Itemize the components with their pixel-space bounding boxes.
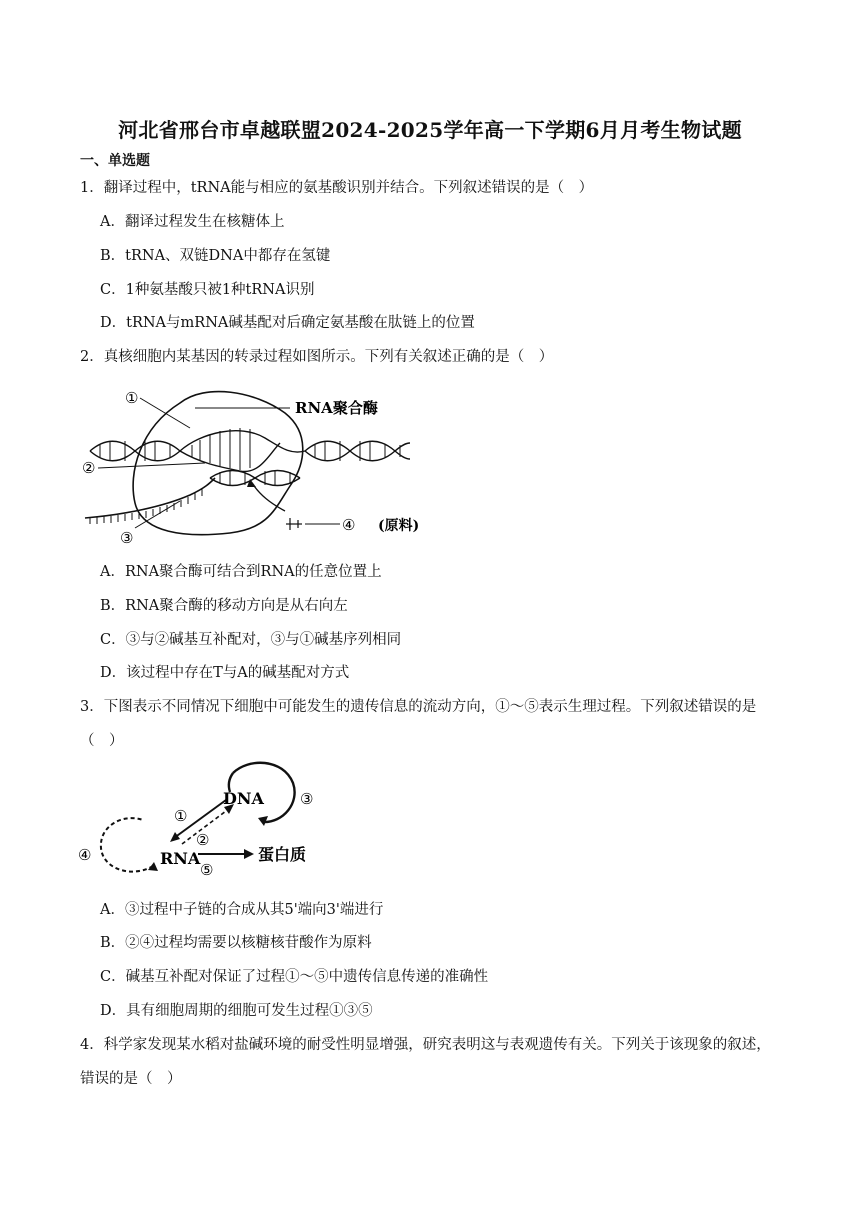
question-1-option-c: C．1种氨基酸只被1种tRNA识别 [100, 282, 315, 298]
label-2-leader [98, 463, 205, 468]
transcription-diagram [80, 383, 450, 548]
label-3-leader [135, 501, 180, 528]
label-1: ① [125, 389, 139, 407]
question-3-stem-line2: （ ） [80, 733, 124, 749]
rna-polymerase-label: RNA聚合酶 [295, 399, 378, 417]
dna-label: DNA [223, 789, 264, 808]
process-5-label: ⑤ [200, 861, 214, 879]
label-4: ④ [342, 516, 356, 534]
question-1-option-b: B．tRNA、双链DNA中都存在氢键 [100, 248, 331, 264]
question-4-stem-line2: 错误的是（ ） [80, 1071, 182, 1087]
rna-label: RNA [160, 849, 201, 868]
question-3-stem-line1: 3．下图表示不同情况下细胞中可能发生的遗传信息的流动方向，①～⑤表示生理过程。下列叙述错误的是 [80, 699, 757, 715]
label-2: ② [82, 459, 96, 477]
process-3-label: ③ [300, 790, 314, 808]
rna-replication-loop [101, 818, 153, 871]
question-4-stem-line1: 4．科学家发现某水稻对盐碱环境的耐受性明显增强，研究表明这与表观遗传有关。下列关于该现象的叙述， [80, 1037, 771, 1053]
dna-lower-helix-b [210, 471, 300, 486]
rna-bases [90, 489, 202, 524]
nucleotide-icon [286, 518, 302, 530]
process-4-label: ④ [78, 846, 92, 864]
rna-polymerase-outline [133, 392, 303, 535]
rna-replication-arrowhead [148, 862, 158, 871]
question-2-option-a: A．RNA聚合酶可结合到RNA的任意位置上 [100, 564, 382, 580]
central-dogma-diagram [78, 758, 328, 888]
question-2-option-d: D．该过程中存在T与A的碱基配对方式 [100, 665, 350, 681]
question-2-option-c: C．③与②碱基互补配对，③与①碱基序列相同 [100, 632, 402, 648]
protein-label: 蛋白质 [258, 845, 307, 864]
material-label: (原料) [378, 518, 420, 534]
process-2-label: ② [196, 831, 210, 849]
question-1-option-a: A．翻译过程发生在核糖体上 [100, 214, 285, 230]
question-1-option-d: D．tRNA与mRNA碱基配对后确定氨基酸在肽链上的位置 [100, 315, 475, 331]
section-heading: 一、单选题 [80, 153, 150, 169]
question-3-option-c: C．碱基互补配对保证了过程①～⑤中遗传信息传递的准确性 [100, 969, 489, 985]
dna-coding-strand [180, 431, 305, 452]
question-3-option-b: B．②④过程均需要以核糖核苷酸作为原料 [100, 935, 372, 951]
question-2-stem: 2．真核细胞内某基因的转录过程如图所示。下列有关叙述正确的是（ ） [80, 349, 554, 365]
page-title: 河北省邢台市卓越联盟2024-2025学年高一下学期6月月考生物试题 [118, 118, 742, 142]
label-1-leader [140, 398, 190, 428]
dna-strand-left-b [90, 441, 180, 461]
question-2-option-b: B．RNA聚合酶的移动方向是从右向左 [100, 598, 348, 614]
question-3-option-a: A．③过程中子链的合成从其5'端向3'端进行 [100, 902, 384, 918]
question-3-option-d: D．具有细胞周期的细胞可发生过程①③⑤ [100, 1003, 373, 1019]
process-1-label: ① [174, 807, 188, 825]
dna-strand-right-b [305, 441, 410, 461]
label-3: ③ [120, 529, 134, 547]
question-1-stem: 1．翻译过程中，tRNA能与相应的氨基酸识别并结合。下列叙述错误的是（ ） [80, 180, 594, 196]
material-arrow [252, 483, 285, 511]
dna-base-pairs-right [315, 441, 400, 461]
